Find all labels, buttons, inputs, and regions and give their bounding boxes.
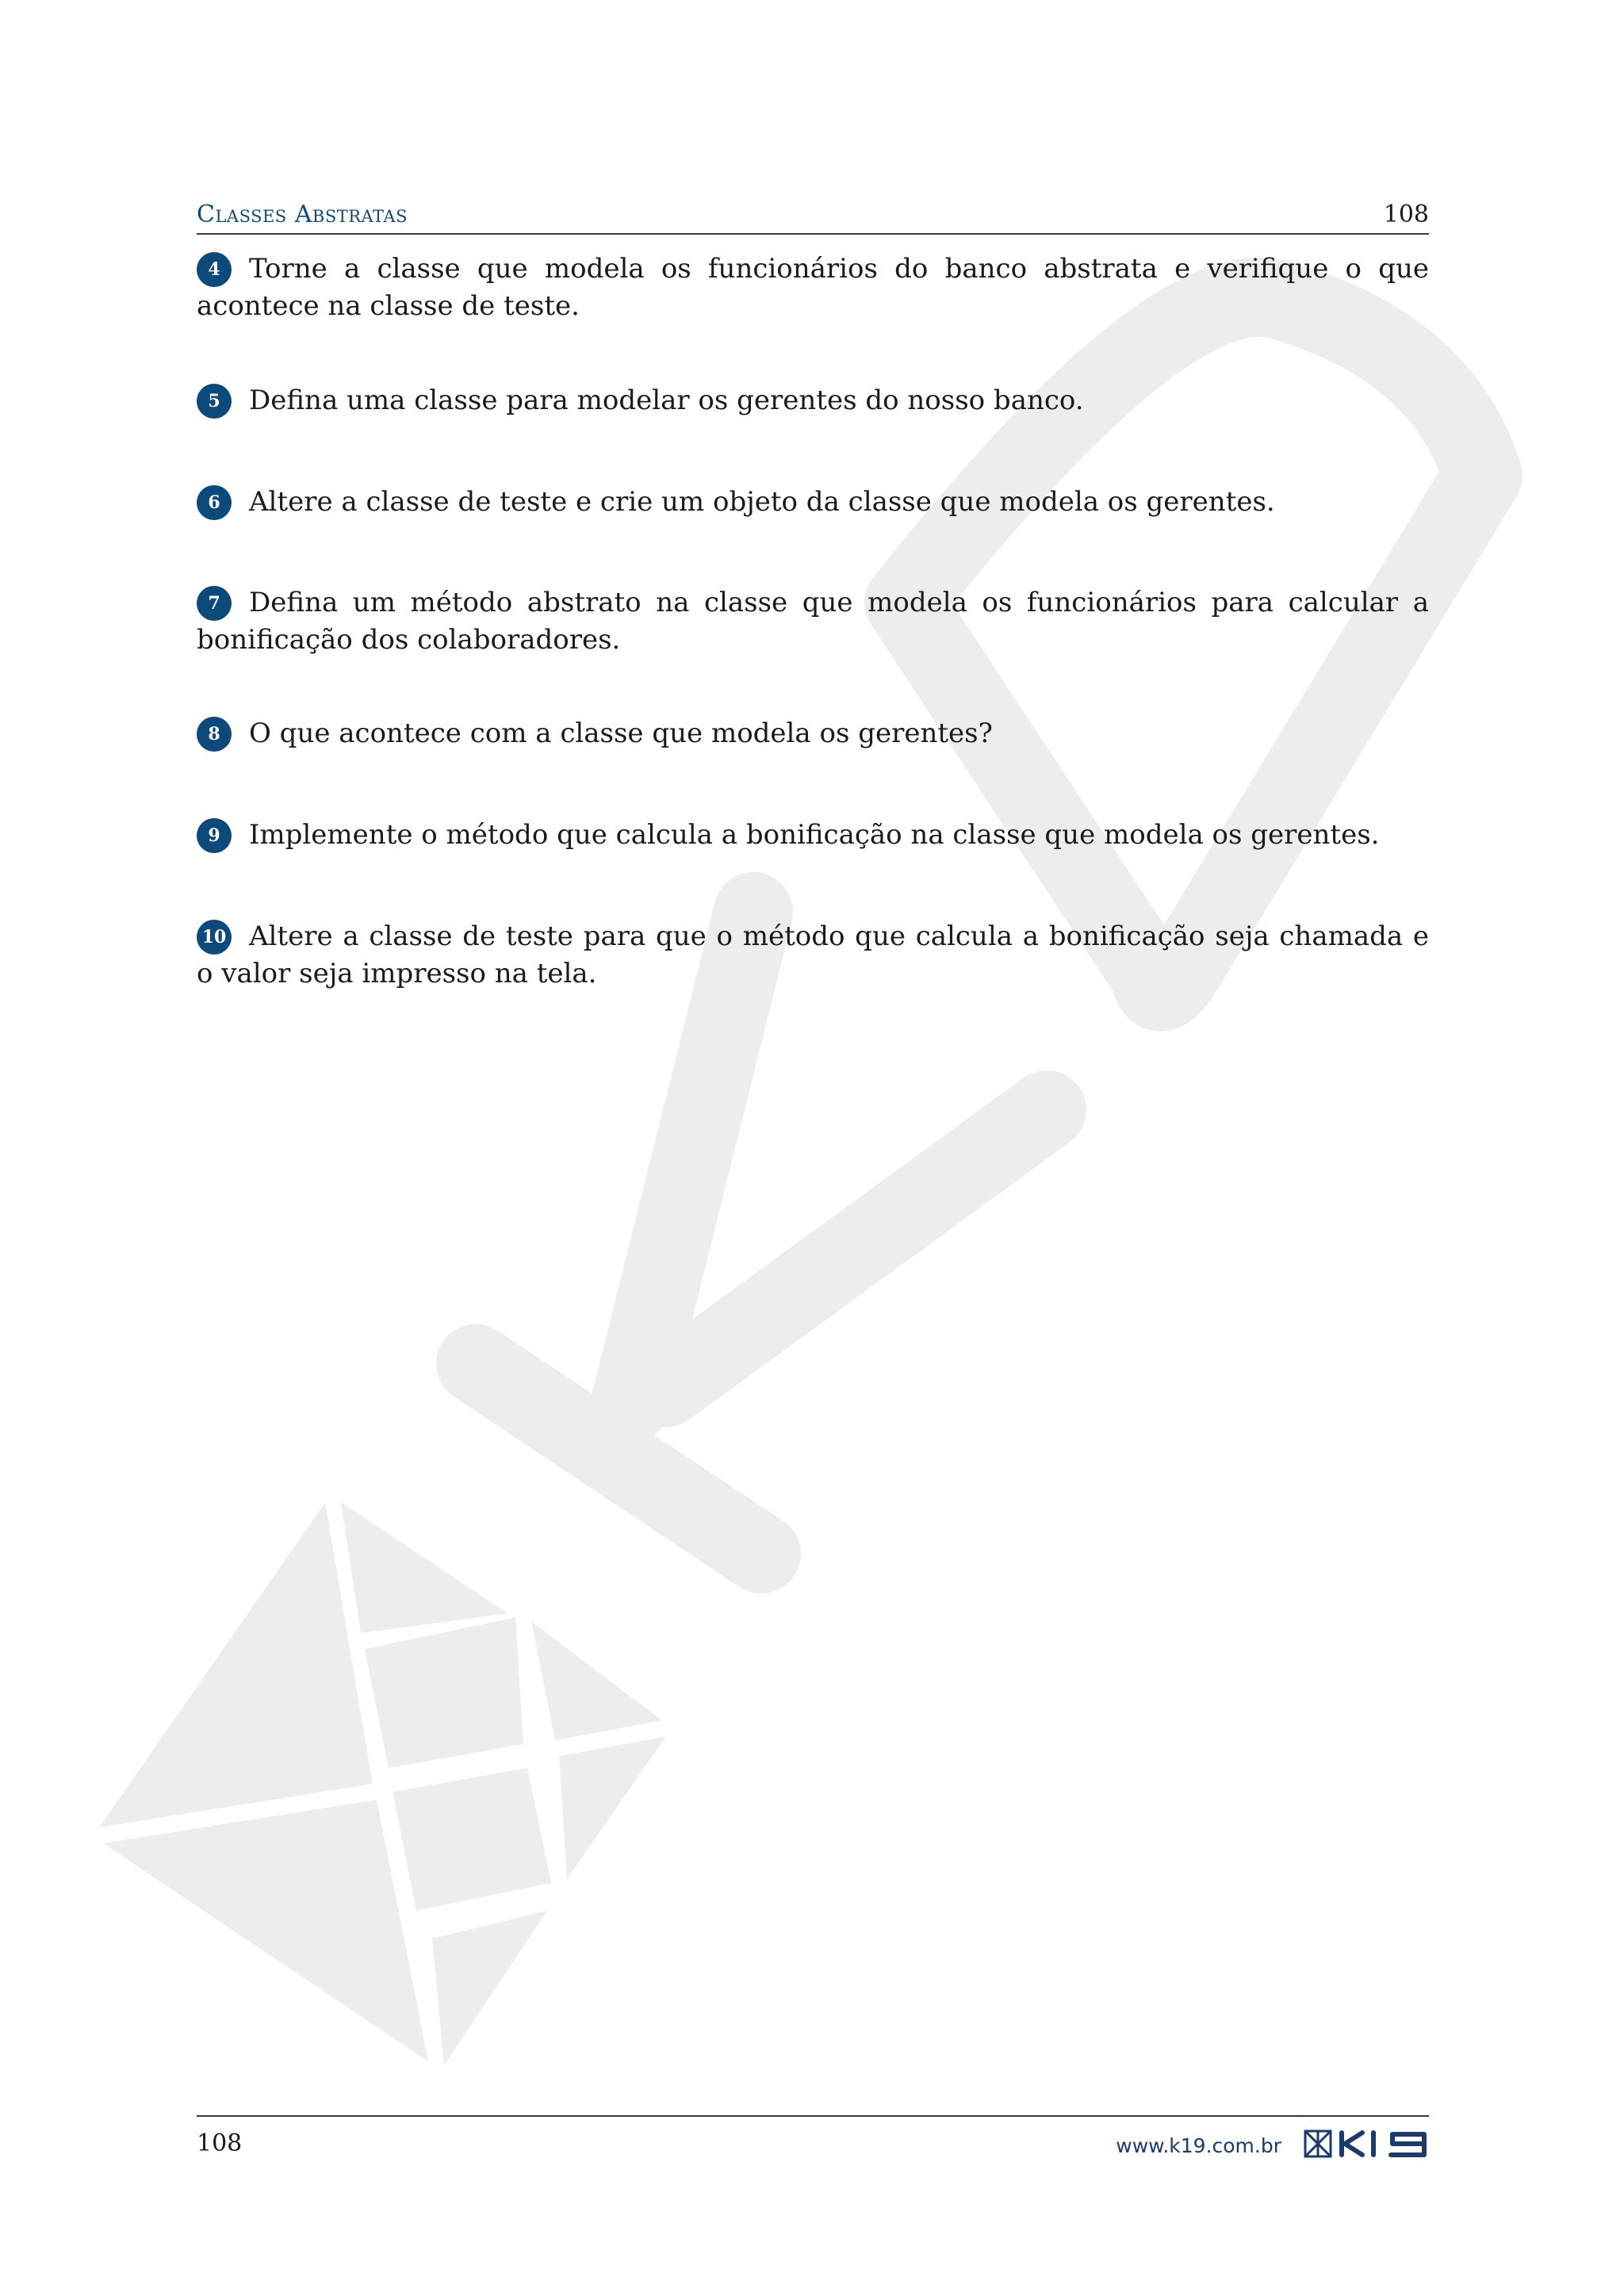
exercise-number-badge: 7 xyxy=(197,586,232,621)
footer-url-link[interactable]: www.k19.com.br xyxy=(1116,2134,1281,2157)
exercise-text: Defina um método abstrato na classe que modela os funcionários para calcular a bonificação dos colaboradores. xyxy=(197,587,1429,656)
exercise-9 xyxy=(197,817,1429,854)
running-footer xyxy=(197,2115,1429,2164)
exercise-text: Torne a classe que modela os funcionários do banco abstrata e verifique o que acontece na classe de teste. xyxy=(197,253,1429,322)
exercise-number-badge: 4 xyxy=(197,252,232,287)
exercise-text: Altere a classe de teste e crie um objeto da classe que modela os gerentes. xyxy=(249,486,1275,518)
exercise-8 xyxy=(197,715,1429,752)
chapter-title: Classes Abstratas xyxy=(197,201,408,228)
exercise-number-badge: 8 xyxy=(197,717,232,752)
exercise-text: Defina uma classe para modelar os gerentes do nosso banco. xyxy=(249,385,1084,416)
exercise-5 xyxy=(197,382,1429,419)
exercise-number-badge: 5 xyxy=(197,384,232,419)
exercise-text: Implemente o método que calcula a bonificação na classe que modela os gerentes. xyxy=(249,819,1380,851)
exercise-number-badge: 6 xyxy=(197,485,232,520)
exercise-4 xyxy=(197,251,1429,325)
exercise-text: Altere a classe de teste para que o método que calcula a bonificação seja chamada e o valor seja impresso na tela. xyxy=(197,920,1429,989)
exercise-number-badge: 10 xyxy=(197,920,232,955)
k19-logo-icon xyxy=(1304,2128,1429,2160)
header-page-number: 108 xyxy=(1383,201,1429,228)
exercise-6 xyxy=(197,484,1429,521)
exercise-text: O que acontece com a classe que modela os gerentes? xyxy=(249,718,993,749)
footer-page-number: 108 xyxy=(197,2130,243,2157)
running-header xyxy=(197,197,1429,235)
exercise-number-badge: 9 xyxy=(197,818,232,853)
exercise-7 xyxy=(197,584,1429,659)
exercise-10 xyxy=(197,918,1429,993)
